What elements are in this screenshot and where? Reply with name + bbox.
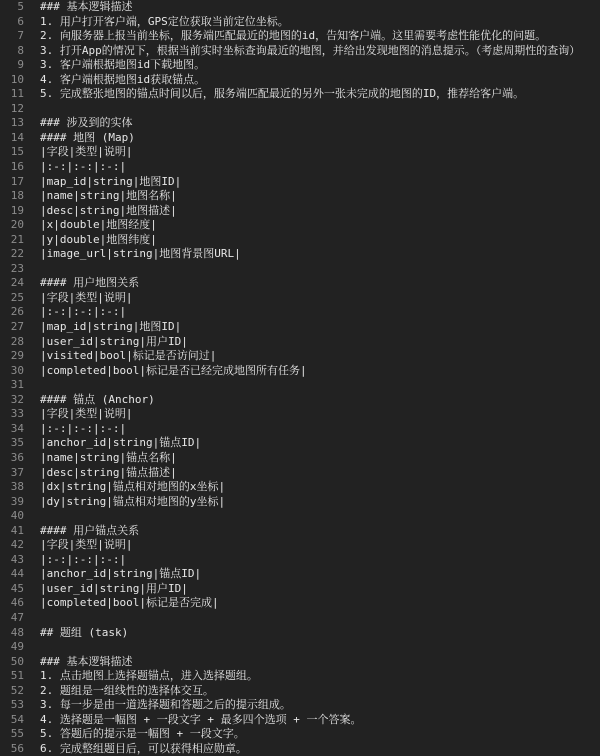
code-line[interactable] — [0, 582, 600, 597]
line-number: 52 — [10, 683, 24, 697]
code-text[interactable]: |visited|bool|标记是否访问过| — [40, 349, 217, 363]
code-line[interactable] — [0, 422, 600, 437]
code-text[interactable]: |image_url|string|地图背景图URL| — [40, 247, 241, 261]
line-number: 24 — [10, 276, 24, 290]
line-number: 49 — [10, 640, 24, 654]
line-number: 19 — [10, 203, 24, 217]
line-number: 56 — [10, 741, 24, 755]
code-line[interactable] — [0, 742, 600, 756]
code-line[interactable] — [0, 15, 600, 30]
code-line[interactable] — [0, 393, 600, 408]
line-number: 29 — [10, 349, 24, 363]
code-line[interactable] — [0, 102, 600, 117]
line-number: 26 — [10, 305, 24, 319]
line-number: 8 — [17, 43, 24, 57]
code-text[interactable]: ## 题组 (task) — [40, 625, 129, 639]
code-line[interactable] — [0, 407, 600, 422]
code-text[interactable]: 3. 客户端根据地图id下载地图。 — [40, 58, 206, 72]
line-number: 27 — [10, 320, 24, 334]
code-line[interactable] — [0, 524, 600, 539]
line-number: 10 — [10, 72, 24, 86]
code-text[interactable]: |completed|bool|标记是否完成| — [40, 596, 219, 610]
code-text[interactable]: |map_id|string|地图ID| — [40, 174, 182, 188]
code-line[interactable] — [0, 320, 600, 335]
code-line[interactable] — [0, 58, 600, 73]
code-line[interactable] — [0, 611, 600, 626]
code-text[interactable]: |字段|类型|说明| — [40, 145, 133, 159]
code-line[interactable] — [0, 247, 600, 262]
line-number: 15 — [10, 145, 24, 159]
code-text[interactable]: |:-:|:-:|:-:| — [40, 552, 127, 566]
code-text[interactable]: |anchor_id|string|锚点ID| — [40, 567, 202, 581]
code-line[interactable] — [0, 495, 600, 510]
code-line[interactable] — [0, 218, 600, 233]
code-text[interactable]: |:-:|:-:|:-:| — [40, 421, 127, 435]
line-number: 5 — [17, 0, 24, 13]
line-number: 32 — [10, 392, 24, 406]
code-text[interactable]: |completed|bool|标记是否已经完成地图所有任务| — [40, 363, 307, 377]
line-number: 18 — [10, 189, 24, 203]
line-number: 22 — [10, 247, 24, 261]
line-number: 28 — [10, 334, 24, 348]
code-line[interactable] — [0, 116, 600, 131]
code-text[interactable]: 4. 客户端根据地图id获取锚点。 — [40, 72, 206, 86]
code-line[interactable] — [0, 364, 600, 379]
code-line[interactable] — [0, 262, 600, 277]
code-text[interactable]: 3. 打开App的情况下，根据当前实时坐标查询最近的地图，并给出发现地图的消息提示。（考虑周期性的查询） — [40, 43, 581, 57]
code-text[interactable]: #### 锚点 (Anchor) — [40, 392, 155, 406]
line-number: 34 — [10, 421, 24, 435]
line-number: 6 — [17, 14, 24, 28]
code-line[interactable] — [0, 553, 600, 568]
code-text[interactable]: #### 用户地图关系 — [40, 276, 140, 290]
line-number: 55 — [10, 727, 24, 741]
code-text[interactable]: |name|string|锚点名称| — [40, 450, 177, 464]
code-line[interactable] — [0, 160, 600, 175]
line-number: 21 — [10, 232, 24, 246]
line-number: 31 — [10, 378, 24, 392]
code-text[interactable]: |字段|类型|说明| — [40, 407, 133, 421]
code-text[interactable]: 5. 答题后的提示是一幅图 + 一段文字。 — [40, 727, 245, 741]
line-number: 48 — [10, 625, 24, 639]
code-text[interactable]: 1. 用户打开客户端，GPS定位获取当前定位坐标。 — [40, 14, 289, 28]
code-text[interactable]: ### 涉及到的实体 — [40, 116, 133, 130]
code-text[interactable]: |desc|string|锚点描述| — [40, 465, 177, 479]
code-line[interactable] — [0, 305, 600, 320]
line-number: 43 — [10, 552, 24, 566]
code-line[interactable] — [0, 466, 600, 481]
code-text[interactable]: |map_id|string|地图ID| — [40, 320, 182, 334]
line-number: 54 — [10, 712, 24, 726]
code-line[interactable] — [0, 0, 600, 15]
line-number: 16 — [10, 160, 24, 174]
code-text[interactable]: |dx|string|锚点相对地图的x坐标| — [40, 480, 226, 494]
line-number: 14 — [10, 130, 24, 144]
code-line[interactable] — [0, 335, 600, 350]
code-text[interactable]: #### 地图 (Map) — [40, 130, 135, 144]
line-number: 20 — [10, 218, 24, 232]
code-line[interactable] — [0, 131, 600, 146]
code-line[interactable] — [0, 145, 600, 160]
line-number: 41 — [10, 523, 24, 537]
code-line[interactable] — [0, 73, 600, 88]
code-line[interactable] — [0, 349, 600, 364]
code-line[interactable] — [0, 669, 600, 684]
line-number: 23 — [10, 261, 24, 275]
line-number: 12 — [10, 101, 24, 115]
code-line[interactable] — [0, 29, 600, 44]
code-line[interactable] — [0, 626, 600, 641]
line-number: 33 — [10, 407, 24, 421]
code-text[interactable]: |user_id|string|用户ID| — [40, 334, 188, 348]
code-line[interactable] — [0, 87, 600, 102]
line-number: 38 — [10, 480, 24, 494]
code-text[interactable]: 4. 选择题是一幅图 + 一段文字 + 最多四个选项 + 一个答案。 — [40, 712, 362, 726]
code-text[interactable]: |y|double|地图纬度| — [40, 232, 157, 246]
line-number: 50 — [10, 654, 24, 668]
code-line[interactable] — [0, 567, 600, 582]
code-line[interactable] — [0, 509, 600, 524]
code-text[interactable]: |:-:|:-:|:-:| — [40, 305, 127, 319]
code-line[interactable] — [0, 44, 600, 59]
line-number: 17 — [10, 174, 24, 188]
code-text[interactable]: |desc|string|地图描述| — [40, 203, 177, 217]
code-text[interactable]: |user_id|string|用户ID| — [40, 581, 188, 595]
code-text[interactable]: 2. 题组是一组线性的选择体交互。 — [40, 683, 214, 697]
code-line[interactable] — [0, 684, 600, 699]
code-line[interactable] — [0, 378, 600, 393]
code-line[interactable] — [0, 436, 600, 451]
code-text[interactable]: |字段|类型|说明| — [40, 538, 133, 552]
code-line[interactable] — [0, 204, 600, 219]
code-text[interactable]: 2. 向服务器上报当前坐标，服务端匹配最近的地图的id，告知客户端。这里需要考虑性能优化的问题。 — [40, 29, 547, 43]
code-text[interactable]: ### 基本逻辑描述 — [40, 0, 133, 13]
code-line[interactable] — [0, 596, 600, 611]
code-line[interactable] — [0, 451, 600, 466]
code-line[interactable] — [0, 233, 600, 248]
code-line[interactable] — [0, 698, 600, 713]
code-line[interactable] — [0, 276, 600, 291]
code-text[interactable]: #### 用户锚点关系 — [40, 523, 140, 537]
line-number: 36 — [10, 450, 24, 464]
code-text[interactable]: |dy|string|锚点相对地图的y坐标| — [40, 494, 226, 508]
line-number: 39 — [10, 494, 24, 508]
code-line[interactable] — [0, 655, 600, 670]
code-text[interactable]: |:-:|:-:|:-:| — [40, 160, 127, 174]
line-number: 44 — [10, 567, 24, 581]
code-line[interactable] — [0, 640, 600, 655]
line-number: 45 — [10, 581, 24, 595]
code-line[interactable] — [0, 189, 600, 204]
line-number: 13 — [10, 116, 24, 130]
line-number: 53 — [10, 698, 24, 712]
line-number: 30 — [10, 363, 24, 377]
code-text[interactable]: |x|double|地图经度| — [40, 218, 157, 232]
code-line[interactable] — [0, 713, 600, 728]
line-number: 9 — [17, 58, 24, 72]
line-number: 40 — [10, 509, 24, 523]
line-number: 51 — [10, 669, 24, 683]
code-line[interactable] — [0, 538, 600, 553]
code-line[interactable] — [0, 291, 600, 306]
line-number: 46 — [10, 596, 24, 610]
code-text[interactable]: 5. 完成整张地图的锚点时间以后，服务端匹配最近的另外一张未完成的地图的ID，推荐给客户端。 — [40, 87, 525, 101]
line-number: 7 — [17, 29, 24, 43]
line-number: 37 — [10, 465, 24, 479]
code-text[interactable]: |anchor_id|string|锚点ID| — [40, 436, 202, 450]
line-number: 35 — [10, 436, 24, 450]
line-number: 42 — [10, 538, 24, 552]
line-number: 25 — [10, 290, 24, 304]
code-line[interactable] — [0, 175, 600, 190]
code-text[interactable]: 6. 完成整组题目后，可以获得相应勋章。 — [40, 741, 247, 755]
code-line[interactable] — [0, 727, 600, 742]
code-text[interactable]: 1. 点击地图上选择题锚点，进入选择题组。 — [40, 669, 258, 683]
line-number: 47 — [10, 610, 24, 624]
code-text[interactable]: |name|string|地图名称| — [40, 189, 177, 203]
code-text[interactable]: ### 基本逻辑描述 — [40, 654, 133, 668]
code-line[interactable] — [0, 480, 600, 495]
code-text[interactable]: |字段|类型|说明| — [40, 290, 133, 304]
code-text[interactable]: 3. 每一步是由一道选择题和答题之后的提示组成。 — [40, 698, 291, 712]
line-number: 11 — [10, 87, 24, 101]
